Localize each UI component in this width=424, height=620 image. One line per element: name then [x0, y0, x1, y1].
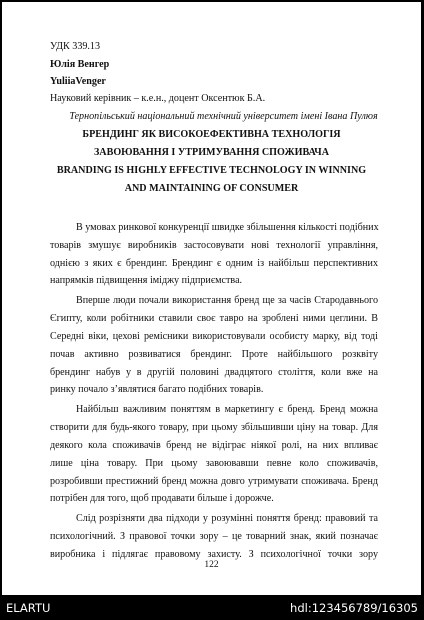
paragraph-2-line: Єгипту, коли робітники ставили своє тавро на зроблені ними цеглини. В [50, 313, 378, 324]
institution-line: Тернопільський національний технічний університет імені Івана Пулюя [69, 111, 378, 122]
page-number: 122 [204, 560, 219, 570]
title-ua-line-1: БРЕНДИНГ ЯК ВИСОКОЕФЕКТИВНА ТЕХНОЛОГІЯ [82, 129, 341, 140]
handle-identifier: hdl:123456789/16305 [290, 601, 418, 615]
author-name-ua: Юлія Венгер [50, 59, 110, 70]
paragraph-3-line: розробивши престижний бренд можна довго утримувати споживача. Бренд [50, 476, 378, 487]
paragraph-2-line: Середні віки, цехові ремісники використовували особисту марку, від тоді [50, 331, 378, 342]
title-en-line-2: AND MAINTAINING OF CONSUMER [124, 183, 299, 194]
paragraph-3-line: лише ціна товару. При цьому завоювавши певне коло споживачів, [50, 458, 378, 469]
document-page [2, 2, 421, 595]
author-name-en: YuliiaVenger [50, 76, 106, 87]
repository-footer [0, 596, 424, 620]
paragraph-2-line: ринку почало з’являтися багато подібних товарів. [50, 384, 264, 395]
paragraph-3-line: потрібен для того, щоб продавати більше і дорожче. [50, 493, 274, 504]
title-ua-line-2: ЗАВОЮВАННЯ І УТРИМУВАННЯ СПОЖИВАЧА [93, 147, 330, 158]
paragraph-3-line: Найбільш важливим поняттям в маркетингу є бренд. Бренд можна [76, 404, 378, 415]
paragraph-3-line: створити для будь-якого товару, при цьому збільшивши ціну на товар. Для [50, 422, 378, 433]
repository-name: ELARTU [6, 601, 51, 615]
paragraph-1-line: напрямків підвищення іміджу підприємства. [50, 275, 243, 286]
udk-code: УДК 339.13 [50, 41, 101, 52]
paragraph-2-line: Вперше люди почали використання бренд ще за часів Стародавнього [76, 295, 378, 306]
paragraph-4-line: психологічний. З правової точки зору – це товарний знак, який позначає [50, 531, 378, 542]
paragraph-4-line: Слід розрізняти два підходи у розумінні поняття бренд: правовий та [76, 513, 378, 524]
title-en-line-1: BRANDING IS HIGHLY EFFECTIVE TECHNOLOGY IN WINNING [56, 165, 367, 176]
paragraph-4-line: виробника і підлягає правовому захисту. З психологічної точки зору [50, 549, 378, 560]
paragraph-1-line: однією з яких є брендинг. Брендинг є одним із найбільш перспективних [50, 258, 378, 269]
paragraph-3-line: деякого кола споживачів бренд не відіграє ніякої ролі, на них впливає [50, 440, 378, 451]
paragraph-2-line: почав активно розвиватися брендинг. Проте найбільшого розквіту [50, 349, 378, 360]
paragraph-2-line: брендинг набув у в другій половині двадцятого століття, коли вже на [50, 367, 378, 378]
paragraph-1-line: В умовах ринкової конкуренції швидке збільшення кількості подібних [76, 222, 379, 233]
paragraph-1-line: товарів змушує виробників застосовувати нові технології управління, [50, 240, 378, 251]
supervisor-line: Науковий керівник – к.е.н., доцент Оксентюк Б.А. [50, 93, 266, 104]
